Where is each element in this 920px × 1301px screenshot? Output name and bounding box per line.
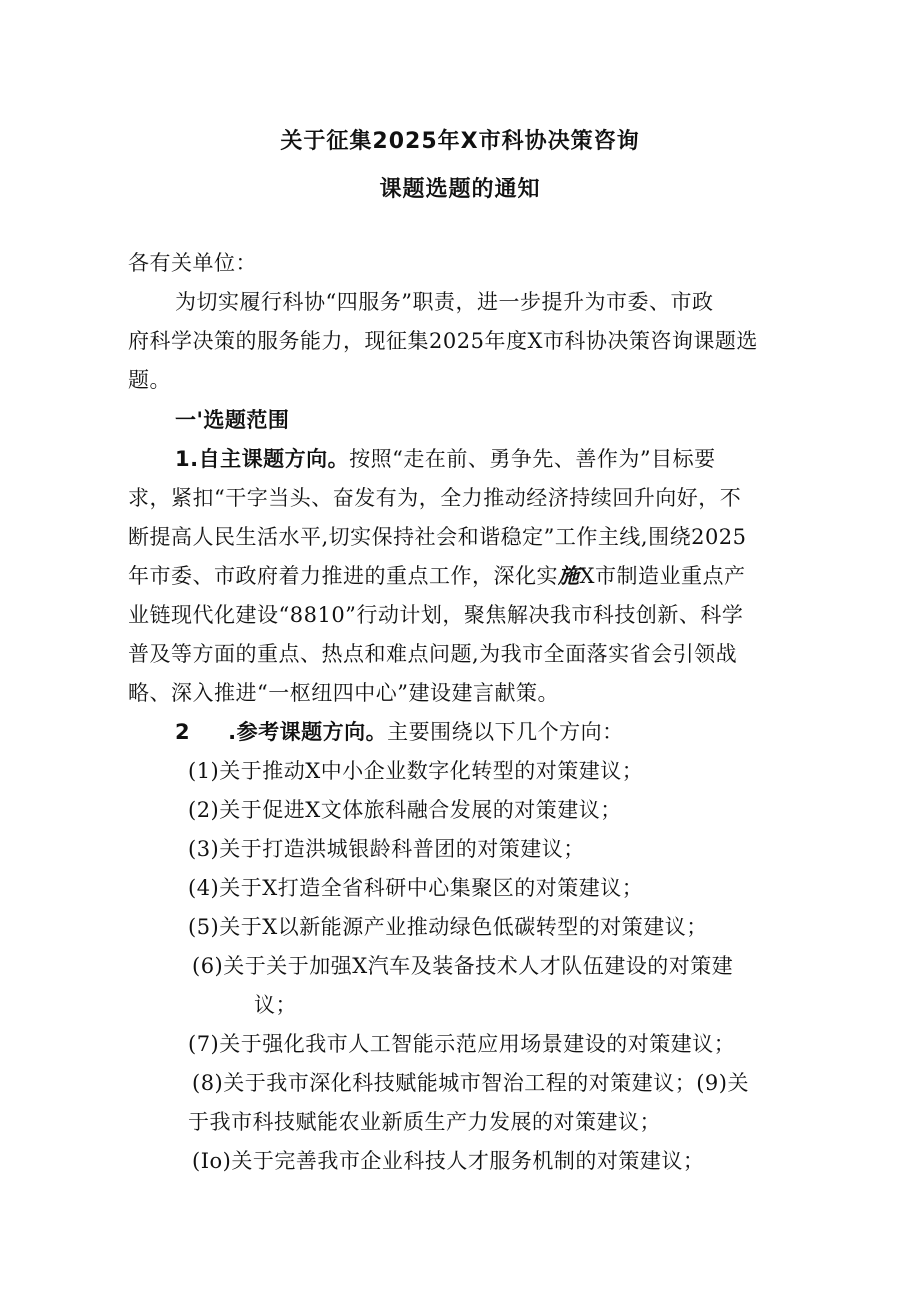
item2-number: 2: [175, 720, 191, 744]
item1-line-4-c: X市制造业重点产: [579, 564, 746, 588]
topic-9-line: 于我市科技赋能农业新质生产力发展的对策建议；: [188, 1110, 661, 1134]
item1-line-4-a: 年市委、市政府着力推进的重点工作，深化实: [128, 564, 558, 588]
document-title-line-1: 关于征集2025年X市科协决策咨询: [280, 129, 640, 154]
intro-line-2: 府科学决策的服务能力，现征集2025年度X市科协决策咨询课题选: [128, 329, 758, 353]
item2-line: [175, 716, 624, 746]
topic-6-line-1: (6)关于关于加强X汽车及装备技术人才队伍建设的对策建: [192, 954, 734, 978]
topic-8-line-1: (8)关于我市深化科技赋能城市智治工程的对策建议；(9)关: [192, 1071, 749, 1095]
item1-line-7: 略、深入推进“一枢纽四中心”建设建言献策。: [128, 681, 559, 705]
item1-line-3: 断提高人民生活水平,切实保持社会和谐稳定”工作主线,围绕2025: [128, 525, 747, 549]
salutation: 各有关单位：: [128, 251, 257, 275]
topic-3: (3)关于打造洪城银龄科普团的对策建议；: [188, 837, 585, 861]
topic-2: (2)关于促进X文体旅科融合发展的对策建议；: [188, 798, 622, 822]
topic-1: (1)关于推动X中小企业数字化转型的对策建议；: [188, 759, 644, 783]
item1-line-1: [175, 443, 716, 473]
section-heading: 一'选题范围: [175, 408, 290, 432]
item1-line-1-text: 按照“走在前、勇争先、善作为”目标要: [349, 447, 716, 471]
intro-line-3: 题。: [128, 368, 171, 392]
item1-line-4: [128, 560, 745, 590]
item1-label: 1.自主课题方向。: [175, 447, 350, 471]
item2-text: 主要围绕以下几个方向：: [387, 720, 624, 744]
item1-line-6: 普及等方面的重点、热点和难点问题,为我市全面落实省会引领战: [128, 642, 738, 666]
topic-10: (Io)关于完善我市企业科技人才服务机制的对策建议；: [192, 1149, 705, 1173]
topic-6-line-2: 议；: [254, 993, 297, 1017]
item1-line-5: 业链现代化建设“8810”行动计划，聚焦解决我市科技创新、科学: [128, 603, 744, 627]
topic-5: (5)关于X以新能源产业推动绿色低碳转型的对策建议；: [188, 915, 708, 939]
intro-line-1: 为切实履行科协“四服务”职责，进一步提升为市委、市政: [175, 290, 714, 314]
item2-label: .参考课题方向。: [228, 720, 388, 744]
topic-4: (4)关于X打造全省科研中心集聚区的对策建议；: [188, 876, 644, 900]
topic-7: (7)关于强化我市人工智能示范应用场景建设的对策建议；: [188, 1032, 736, 1056]
document-title-line-2: 课题选题的通知: [379, 177, 541, 202]
item1-line-4-b: 施: [558, 564, 580, 588]
item1-line-2: 求，紧扣“干字当头、奋发有为，全力推动经济持续回升向好，不: [128, 486, 742, 510]
